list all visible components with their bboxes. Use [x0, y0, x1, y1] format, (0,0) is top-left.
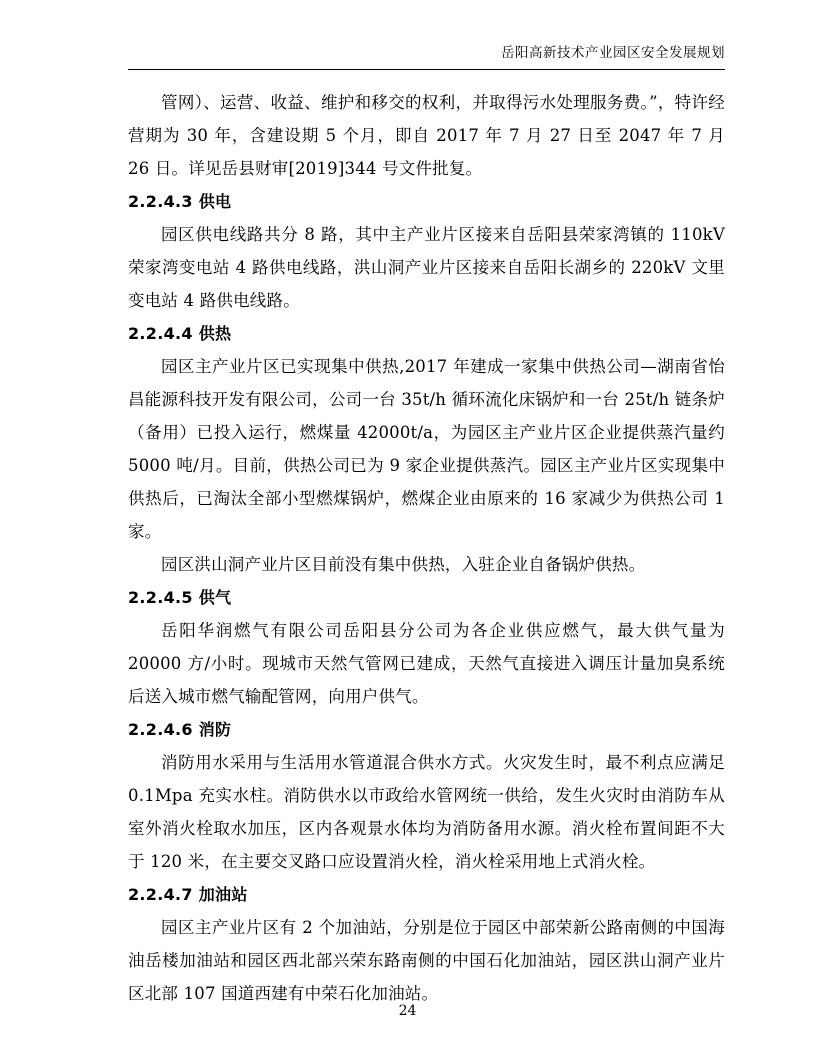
page-header	[128, 44, 725, 69]
page-content	[128, 44, 725, 1010]
header-title: 岳阳高新技术产业园区安全发展规划	[501, 45, 725, 61]
header-divider	[128, 69, 725, 70]
paragraph: 管网）、运营、收益、维护和移交的权利，并取得污水处理服务费。”，特许经营期为 30 年，含建设期 5 个月，即自 2017 年 7 月 27 日至 2047 年 7 月 26 日。详见岳县财审[2019]344 号文件批复。	[128, 92, 725, 178]
paragraph: 园区主产业片区有 2 个加油站，分别是位于园区中部荣新公路南侧的中国海油岳楼加油站和园区西北部兴荣东路南侧的中国石化加油站，园区洪山洞产业片区北部 107 国道西建有中荣石化加油站。	[128, 917, 725, 1003]
section-heading: 2.2.4.6 消防	[128, 719, 232, 739]
paragraph: 消防用水采用与生活用水管道混合供水方式。火灾发生时，最不利点应满足 0.1Mpa 充实水柱。消防供水以市政给水管网统一供给，发生火灾时由消防车从室外消火栓取水加压，区内各观景水体均为消防备用水源。消火栓布置间距不大于 120 米，在主要交叉路口应设置消火栓，消火栓采用地上式消火栓。	[128, 752, 725, 871]
section-heading: 2.2.4.7 加油站	[128, 884, 248, 904]
paragraph: 园区主产业片区已实现集中供热,2017 年建成一家集中供热公司—湖南省怡昌能源科技开发有限公司，公司一台 35t/h 循环流化床锅炉和一台 25t/h 链条炉（备用）已投入运行，燃煤量 42000t/a，为园区主产业片区企业提供蒸汽量约 5000 吨/月。目前，供热公司已为 9 家企业提供蒸汽。园区主产业片区实现集中供热后，已淘汰全部小型燃煤锅炉，燃煤企业由原来的 16 家减少为供热公司 1 家。	[128, 356, 725, 541]
paragraph: 园区洪山洞产业片区目前没有集中供热，入驻企业自备锅炉供热。	[161, 554, 646, 574]
paragraph: 岳阳华润燃气有限公司岳阳县分公司为各企业供应燃气，最大供气量为 20000 方/小时。现城市天然气管网已建成，天然气直接进入调压计量加臭系统后送入城市燃气输配管网，向用户供气。	[128, 620, 725, 706]
section-heading: 2.2.4.4 供热	[128, 323, 232, 343]
section-heading: 2.2.4.3 供电	[128, 191, 232, 211]
page-number: 24	[398, 1003, 417, 1019]
section-heading: 2.2.4.5 供气	[128, 587, 232, 607]
document-body	[128, 86, 725, 1010]
paragraph: 园区供电线路共分 8 路，其中主产业片区接来自岳阳县荣家湾镇的 110kV 荣家湾变电站 4 路供电线路，洪山洞产业片区接来自岳阳长湖乡的 220kV 文里变电站 4 路供电线路。	[128, 224, 725, 310]
